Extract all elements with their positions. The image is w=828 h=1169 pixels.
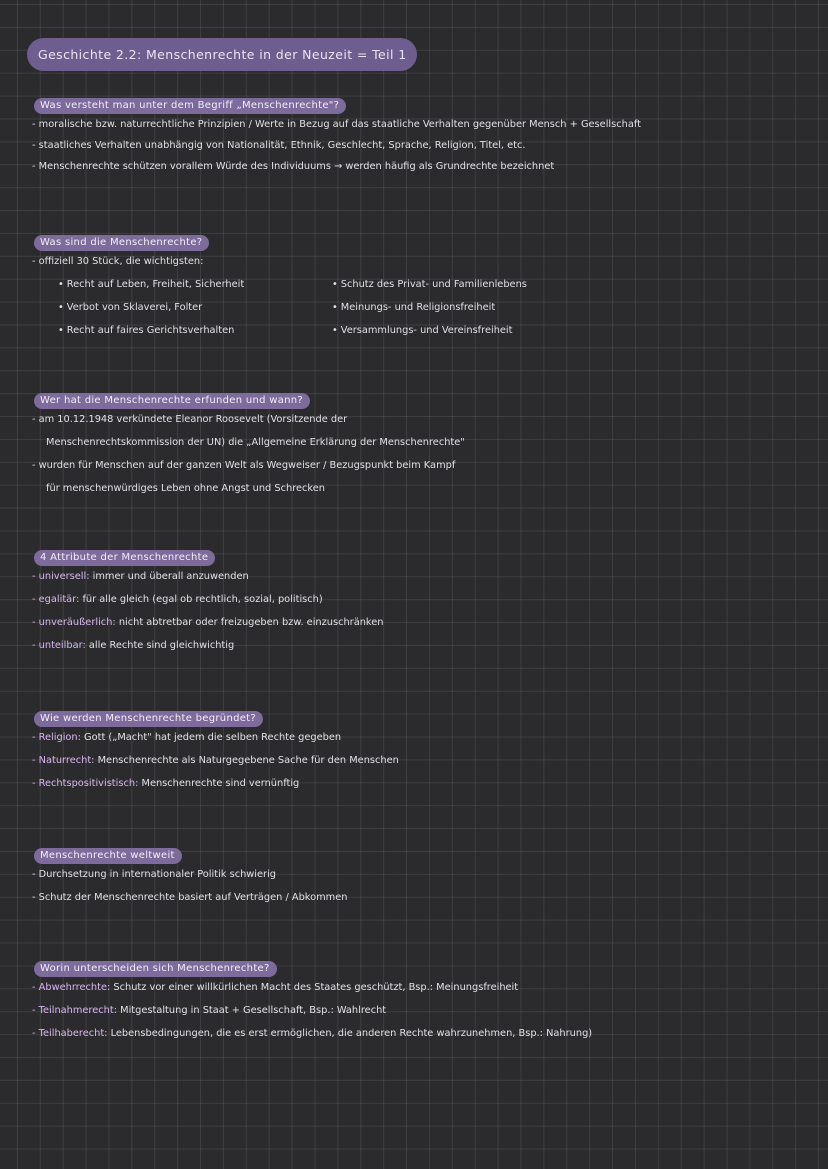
list-item: - Teilnahmerecht: Mitgestaltung in Staat + Gesellschaft, Bsp.: Wahlrecht — [32, 1004, 387, 1016]
section-attributes — [32, 545, 812, 658]
list-item: - universell: immer und überall anzuwenden — [32, 571, 249, 582]
section-heading: Was versteht man unter dem Begriff „Menschenrechte"? — [34, 98, 346, 114]
section-heading: 4 Attribute der Menschenrechte — [34, 550, 215, 566]
list-item: - unveräußerlich: nicht abtretbar oder freizugeben bzw. einzuschränken — [32, 616, 384, 628]
section-definition — [32, 93, 812, 179]
section-heading: Was sind die Menschenrechte? — [34, 235, 209, 251]
rights-columns — [32, 274, 812, 344]
text-line: - am 10.12.1948 verkündete Eleanor Roosevelt (Vorsitzende der — [32, 414, 348, 425]
text-line: - staatliches Verhalten unabhängig von Nationalität, Ethnik, Geschlecht, Sprache, Religion, Titel, etc. — [32, 139, 526, 151]
list-item: - egalitär: für alle gleich (egal ob rechtlich, sozial, politisch) — [32, 593, 323, 605]
text-line: Menschenrechtskommission der UN) die „Allgemeine Erklärung der Menschenrechte" — [46, 436, 465, 448]
section-heading: Worin unterscheiden sich Menschenrechte? — [34, 961, 277, 977]
list-item: • Recht auf Leben, Freiheit, Sicherheit — [58, 278, 245, 290]
list-item: • Recht auf faires Gerichtsverhalten — [58, 324, 235, 336]
page-title: Geschichte 2.2: Menschenrechte in der Neuzeit = Teil 1 — [27, 38, 417, 71]
list-item: • Meinungs- und Religionsfreiheit — [332, 301, 496, 313]
text-line: - offiziell 30 Stück, die wichtigsten: — [32, 256, 204, 267]
list-item: • Verbot von Sklaverei, Folter — [58, 301, 203, 313]
section-justification — [32, 706, 812, 796]
rights-column-right — [332, 274, 527, 343]
text-line: - Durchsetzung in internationaler Politik schwierig — [32, 869, 277, 880]
list-item: • Versammlungs- und Vereinsfreiheit — [332, 324, 513, 336]
list-item: - unteilbar: alle Rechte sind gleichwichtig — [32, 639, 235, 651]
list-item: - Teilhaberecht: Lebensbedingungen, die es erst ermöglichen, die anderen Rechte wahrzunehmen, Bsp.: Nahrung) — [32, 1027, 593, 1039]
section-differences — [32, 956, 812, 1046]
text-line: für menschenwürdiges Leben ohne Angst und Schrecken — [46, 482, 325, 494]
section-origin — [32, 388, 812, 501]
list-item: - Naturrecht: Menschenrechte als Naturgegebene Sache für den Menschen — [32, 754, 399, 766]
list-item: - Rechtspositivistisch: Menschenrechte sind vernünftig — [32, 777, 300, 789]
text-line: - wurden für Menschen auf der ganzen Welt als Wegweiser / Bezugspunkt beim Kampf — [32, 459, 456, 471]
list-item: • Schutz des Privat- und Familienlebens — [332, 278, 527, 290]
text-line: - Menschenrechte schützen vorallem Würde des Individuums → werden häufig als Grundrechte bezeichnet — [32, 160, 555, 172]
text-line: - Schutz der Menschenrechte basiert auf Verträgen / Abkommen — [32, 891, 348, 903]
section-heading: Wer hat die Menschenrechte erfunden und wann? — [34, 393, 310, 409]
list-item: - Abwehrrechte: Schutz vor einer willkürlichen Macht des Staates geschützt, Bsp.: Meinungsfreiheit — [32, 982, 519, 993]
section-worldwide — [32, 843, 812, 910]
rights-column-left — [58, 274, 244, 343]
section-heading: Wie werden Menschenrechte begründet? — [34, 711, 263, 727]
section-which-rights — [32, 230, 812, 344]
section-heading: Menschenrechte weltweit — [34, 848, 182, 864]
text-line: - moralische bzw. naturrechtliche Prinzipien / Werte in Bezug auf das staatliche Verhalten gegenüber Mensch + Gesellschaft — [32, 119, 641, 130]
list-item: - Religion: Gott („Macht" hat jedem die selben Rechte gegeben — [32, 732, 342, 743]
